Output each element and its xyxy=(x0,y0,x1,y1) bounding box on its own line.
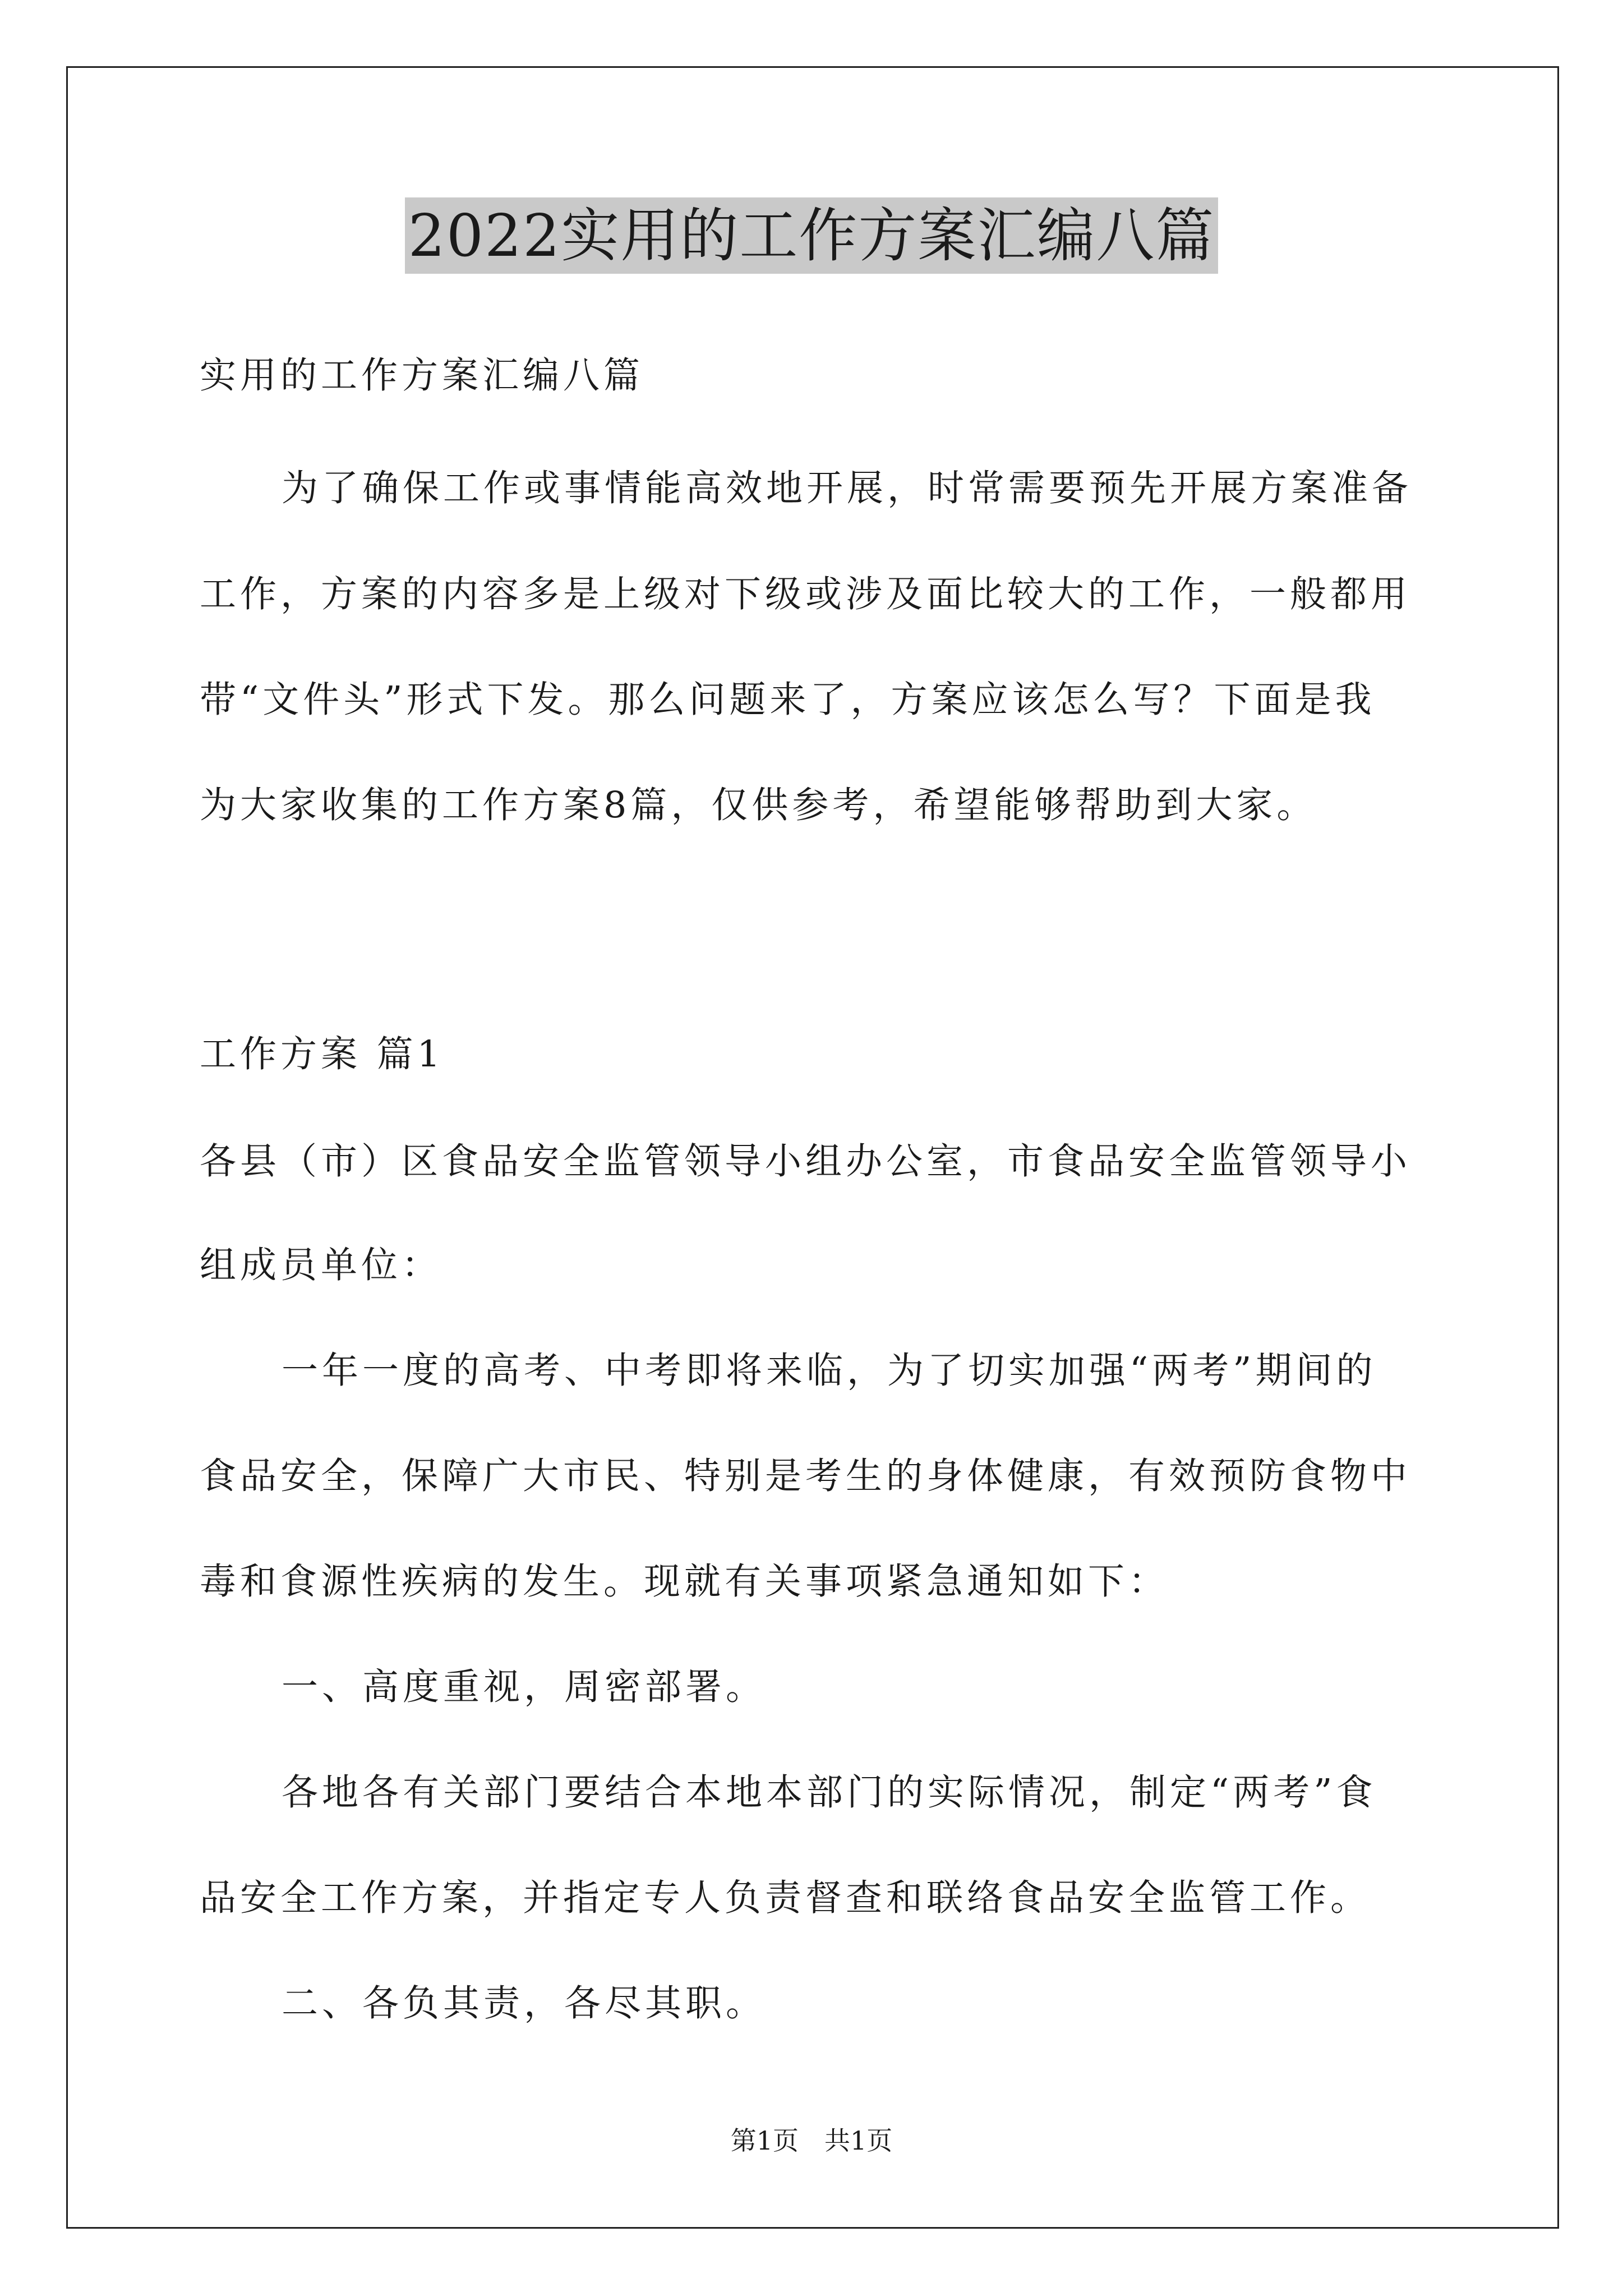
title-container xyxy=(0,197,1623,274)
body-line: 组成员单位： xyxy=(200,1244,442,1286)
document-title: 2022实用的工作方案汇编八篇 xyxy=(405,197,1219,274)
body-line: 毒和食源性疾病的发生。现就有关事项紧急通知如下： xyxy=(200,1561,1169,1603)
intro-line: 工作，方案的内容多是上级对下级或涉及面比较大的工作，一般都用 xyxy=(200,573,1412,615)
intro-line: 带“文件头”形式下发。那么问题来了，方案应该怎么写？下面是我 xyxy=(200,679,1376,721)
intro-line: 为大家收集的工作方案8篇，仅供参考，希望能够帮助到大家。 xyxy=(200,784,1317,826)
page-footer: 第1页 共1页 xyxy=(730,2125,893,2156)
subtitle: 实用的工作方案汇编八篇 xyxy=(200,355,644,397)
body-line: 各地各有关部门要结合本地本部门的实际情况，制定“两考”食 xyxy=(282,1772,1377,1814)
body-line: 各县（市）区食品安全监管领导小组办公室，市食品安全监管领导小 xyxy=(200,1140,1412,1182)
body-line: 品安全工作方案，并指定专人负责督查和联络食品安全监管工作。 xyxy=(200,1877,1371,1919)
body-line: 一、高度重视，周密部署。 xyxy=(282,1666,767,1708)
body-line: 食品安全，保障广大市民、特别是考生的身体健康，有效预防食物中 xyxy=(200,1455,1412,1497)
body-line: 二、各负其责，各尽其职。 xyxy=(282,1982,767,2024)
section-heading: 工作方案 篇1 xyxy=(200,1033,445,1075)
body-line: 一年一度的高考、中考即将来临，为了切实加强“两考”期间的 xyxy=(282,1350,1377,1392)
intro-line: 为了确保工作或事情能高效地开展，时常需要预先开展方案准备 xyxy=(282,467,1413,509)
